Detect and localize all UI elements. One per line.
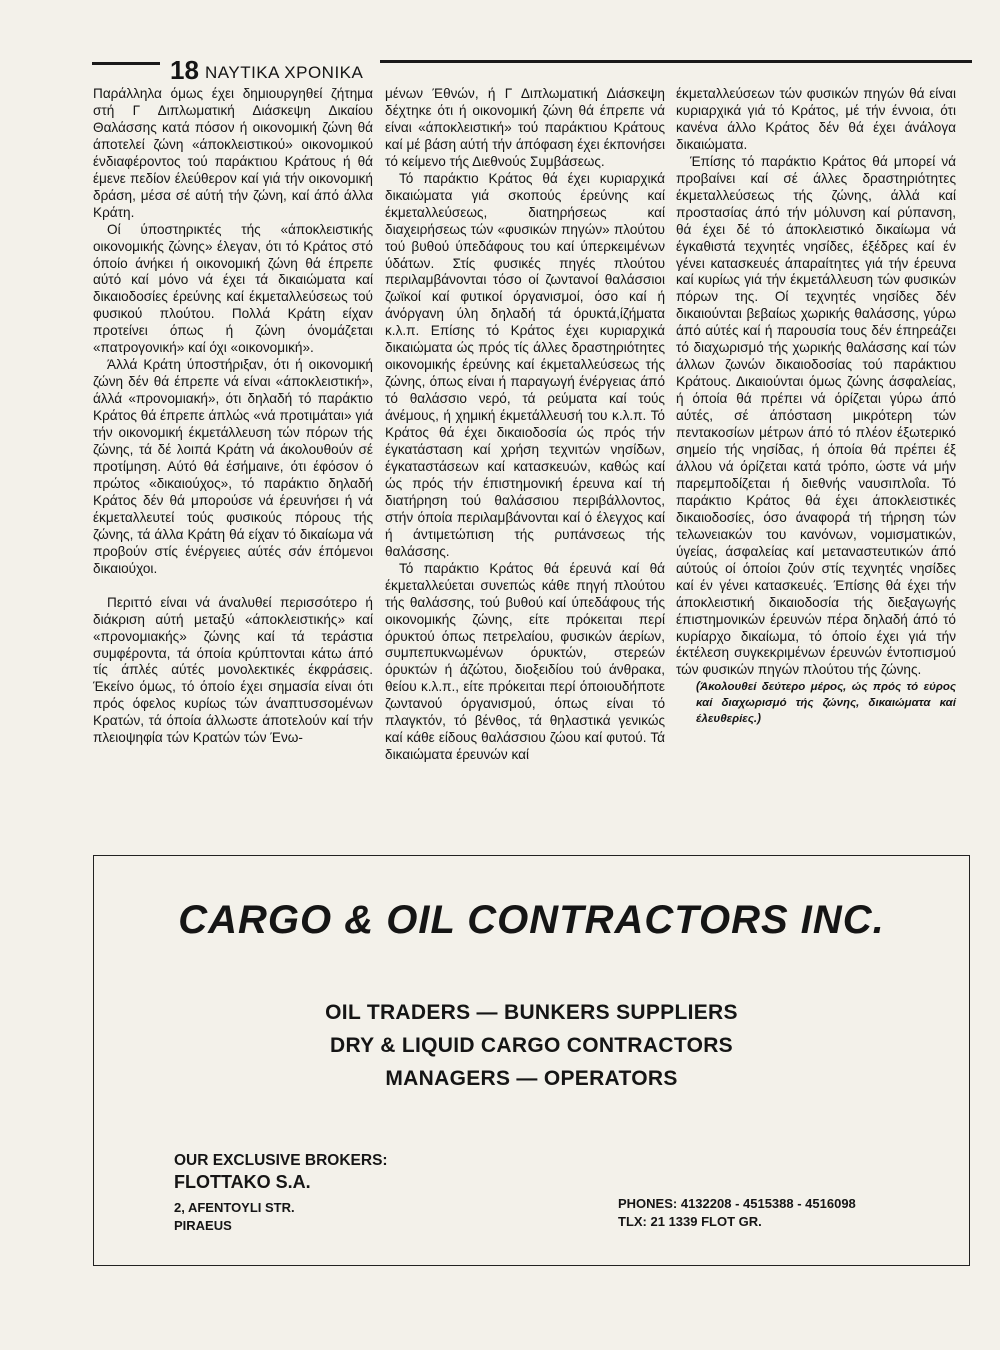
ad-service-line: DRY & LIQUID CARGO CONTRACTORS xyxy=(330,1034,733,1057)
ad-broker-name: FLOTTAKO S.A. xyxy=(174,1172,311,1192)
ad-phones: PHONES: 4132208 - 4515388 - 4516098 xyxy=(618,1196,856,1211)
publication-title: ΝΑΥΤΙΚΑ ΧΡΟΝΙΚΑ xyxy=(205,63,364,82)
ad-address-line2: PIRAEUS xyxy=(174,1218,232,1233)
header-rule-left xyxy=(92,62,160,65)
page-number: 18 xyxy=(170,55,199,85)
paragraph: Άλλά Κράτη ύποστήριξαν, ότι ή οικονομική ζώνη δέν θά έπρεπε νά είναι «άποκλειστική», άλλά «προνομιακή», ότι δηλαδή τό παράκτιο Κράτος θά έπρεπε άπλώς «νά προτιμάται» γιά τήν οικονομική έκμετάλλευση τών πόρων τής ζώνης, τά δέ λοιπά Κράτη νά άκολουθούν σέ προτίμηση. Αύτό θά έσήμαινε, ότι έφόσον ό πρώτος «δικαιούχος», τό παράκτιο δηλαδή Κράτος δέν θά μπορούσε νά έρευνήσει ή νά έκμεταλλευτεί τούς φυσικούς πόρους τής ζώνης, τά άλλα Κράτη θά είχαν τό δικαίωμα νά προβούν στίς ένέργειες αύτές σάν έπόμενοι δικαιούχοι. xyxy=(93,357,373,576)
advertisement-box xyxy=(93,855,970,1266)
ad-service-line: MANAGERS — OPERATORS xyxy=(385,1067,678,1090)
article-column-3 xyxy=(676,86,956,727)
ad-telex: TLX: 21 1339 FLOT GR. xyxy=(618,1214,762,1229)
paragraph: έκμεταλλεύσεων τών φυσικών πηγών θά είναι κυριαρχικά γιά τό Κράτος, μέ τήν έννοια, ότι κανένα άλλο Κράτος δέν θά έχει άνάλογα δικαιώματα. xyxy=(676,86,956,152)
paragraph: Οί ύποστηρικτές τής «άποκλειστικής οικονομικής ζώνης» έλεγαν, ότι τό Κράτος στό όποίο άνήκει ή οικονομική ζώνη θά έπρεπε αύτό καί μόνο νά έχει τά δικαιώματα καί δικαιοδοσίες έρεύνης καί έκμεταλλεύσεως τού φυσικού πλούτου. Πολλά Κράτη είχαν προτείνει όπως ή ζώνη όνομάζεται «πατρογονική» καί όχι «οικονομική». xyxy=(93,221,373,356)
ad-services xyxy=(94,996,969,1095)
article-column-2 xyxy=(385,86,665,764)
ad-address-line1: 2, AFENTOYLI STR. xyxy=(174,1200,295,1215)
header-rule-right xyxy=(380,60,972,63)
paragraph: Τό παράκτιο Κράτος θά έχει κυριαρχικά δικαιώματα γιά σκοπούς έρεύνης καί έκμεταλλεύσεως, διατηρήσεως καί διαχειρήσεως τών «φυσικών πηγών» πλούτου τού βυθού ύπεδάφους του καί ύπερκειμένων ύδάτων. Στίς φυσικές πηγές πλούτου περιλαμβάνονται τόσο οί ζωντανοί θαλάσσιοι ζωϊκοί καί φυτικοί όργανισμοί, όσο καί ή άνόργανη ύλη δηλαδή τά όρυκτά,ίζήματα κ.λ.π. Επίσης τό Κράτος έχει κυριαρχικά δικαιώματα ώς πρός τίς άλλες δραστηριότητες οικονομικής έρεύνης καί έκμεταλλεύσεως τής ζώνης, όπως είναι ή παραγωγή ένέργειας άπό τό θαλάσσιο νερό, τά ρεύματα καί τούς άνέμους, ή χημική έκμετάλλευσή του κ.λ.π. Τό Κράτος θά έχει δικαιοδοσία ώς πρός τήν έγκατάσταση καί χρήση τεχνιτών νησίδων, έγκαταστάσεων καί κατασκευών, καθώς καί ώς πρός τήν έπιστημονική έρευνα καί τή διατήρηση τού θαλάσσιου περιβάλλοντος, στήν όποία περιλαμβάνονται καί ό έλεγχος καί ή άντιμετώπιση τής ρυπάνσεως τής θαλάσσης. xyxy=(385,170,665,559)
continuation-note: (Άκολουθεί δεύτερο μέρος, ώς πρός τό εύρος καί διαχωρισμό τής ζώνης, δικαιώματα καί έλευθερίες.) xyxy=(696,681,956,726)
ad-brokers-heading: OUR EXCLUSIVE BROKERS: xyxy=(174,1152,388,1169)
article-column-1 xyxy=(93,86,373,747)
paragraph: Τό παράκτιο Κράτος θά έρευνά καί θά έκμεταλλεύεται συνεπώς κάθε πηγή πλούτου τής θαλάσσης, τού βυθού καί ύπεδάφους τής οικονομικής ζώνης, είτε πρόκειται περί όρυκτού όπως πετρελαίου, φυσικών άερίων, συμπεπυκνωμένων όρυκτών, στερεών όρυκτών ή άζώτου, διοξειδίου τού άνθρακα, θείου κ.λ.π., είτε πρόκειται περί όποιουδήποτε ζωντανού όργανισμού, όπως είναι τό πλαγκτόν, τό βένθος, τά θηλαστικά γενικώς καί κάθε είδους θαλάσσιου ζώου καί φυτού. Τά δικαιώματα έρευνών καί xyxy=(385,560,665,763)
paragraph: Περιττό είναι νά άναλυθεί περισσότερο ή διάκριση αύτή μεταξύ «άποκλειστικής» καί «προνομιακής» ζώνης καί τά τεράστια συμφέροντα, τά όποία κρύπτονται κάτω άπό τίς άπλές αύτές μονολεκτικές έκφράσεις. Έκείνο όμως, τό όποίο έχει σημασία είναι ότι πρός όφελος κυρίως τών άναπτυσσομένων Κρατών, τά όποία άλλωστε άποτελούν καί τήν πλειοψηφία τών Κρατών τών Ένω- xyxy=(93,594,373,746)
ad-service-line: OIL TRADERS — BUNKERS SUPPLIERS xyxy=(325,1001,738,1024)
paragraph: μένων Έθνών, ή Γ Διπλωματική Διάσκεψη δέχτηκε ότι ή οικονομική ζώνη θά έπρεπε νά είναι «άποκλειστική» τού παράκτιου Κράτους καί μέ βάση αύτή τήν άπόφαση έχει έκπονήσει τό κείμενο τής Διεθνούς Συμβάσεως. xyxy=(385,86,665,169)
ad-company-name: CARGO & OIL CONTRACTORS INC. xyxy=(178,898,885,942)
paragraph: Έπίσης τό παράκτιο Κράτος θά μπορεί νά προβαίνει καί σέ άλλες δραστηριότητες έκμεταλλεύσεως τής ζώνης, άλλά καί προστασίας άπό τήν μόλυνση καί ρύπανση, θά έχει δέ τό άποκλειστικό δικαίωμα νά έγκαθιστά τεχνητές νησίδες, έξέδρες καί έν γένει κατασκευές άπαραίτητες γιά τήν έρευνα καί κυρίως γιά τήν έκμετάλλευση τών φυσικών πόρων της. Οί τεχνητές νησίδες δέν δικαιούνται βεβαίως χωρικής θαλάσσης, γύρω άπό αύτές καί ή παρουσία τους δέν έπηρεάζει τό διαχωρισμό τής χωρικής θαλάσσης καί τών άλλων ζωνών δικαιοδοσίας τού παράκτιου Κράτους. Δικαιούνται όμως ζώνης άσφαλείας, ή όποία θά πρέπει νά όρίζεται γύρω άπό αύτές, σέ άπόσταση μικρότερη τών πεντακοσίων μέτρων άπό τό πλέον έξωτερικό σημείο τής νησίδας, ή όποία θά πρέπει έξ άλλου νά όρίζεται κατά τρόπο, ώστε νά μήν παρεμποδίζεται ή διεθνής ναυσιπλοΐα. Τό παράκτιο Κράτος θά έχει άποκλειστικές δικαιοδοσίες, όσο άναφορά τή τήρηση τών τελωνειακών του κανόνων, νομισματικών, ύγείας, άσφαλείας καί μεταναστευτικών άπό αύτούς οί όποίοι ζούν στίς τεχνητές νησίδες καί έν γένει κατασκευές. Έπίσης θά έχει τήν άποκλειστική δικαιοδοσία τής διεξαγωγής έπιστημονικών έρευνών πέρα δηλαδή άπό τό κυρίαρχο δικαίωμα, τό όποίο έχει γιά τήν έκτέλεση συγκεκριμένων έρευνών έντοπισμού τών φυσικών πηγών πλούτου τής ζώνης. xyxy=(676,153,956,678)
paragraph: Παράλληλα όμως έχει δημιουργηθεί ζήτημα στή Γ Διπλωματική Διάσκεψη Δικαίου Θαλάσσης κατά πόσον ή οικονομική ζώνη θά άποτελεί ζώνη «άποκλειστικού» οικονομικού ένδιαφέροντος τού παράκτιου Κράτους ή θά έμενε πεδίον έλεύθερον καί γιά τήν οικονομική δράση, μέσα σέ αύτή τήν ζώνη, καί άπό άλλα Κράτη. xyxy=(93,86,373,220)
